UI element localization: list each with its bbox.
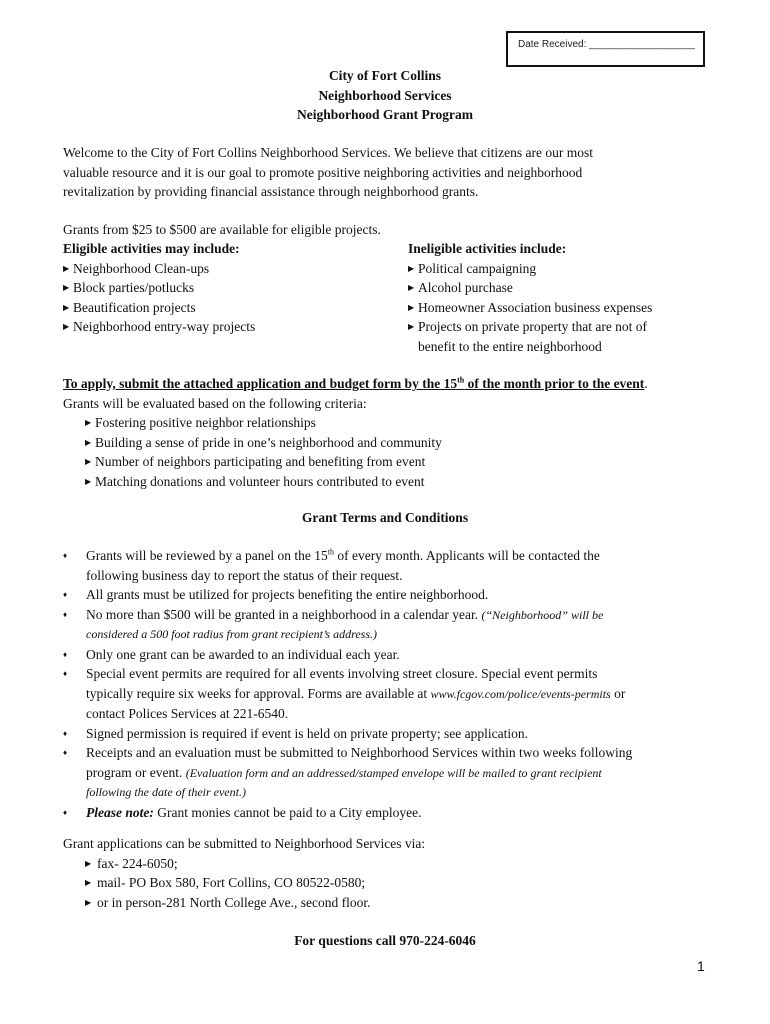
arrow-bullet-icon: ▶ bbox=[408, 302, 415, 312]
diamond-bullet-icon: ♦ bbox=[63, 748, 68, 757]
evaluation-intro: Grants will be evaluated based on the following criteria: bbox=[63, 395, 367, 411]
list-item: ▶ Block parties/potlucks bbox=[63, 278, 393, 298]
list-item: ▶ Matching donations and volunteer hours contributed to event bbox=[85, 472, 713, 492]
questions-contact: For questions call 970-224-6046 bbox=[294, 933, 476, 948]
arrow-bullet-icon: ▶ bbox=[408, 322, 415, 331]
arrow-bullet-icon: ▶ bbox=[85, 476, 92, 486]
arrow-bullet-icon: ▶ bbox=[408, 283, 415, 292]
ineligible-activities bbox=[408, 239, 708, 356]
arrow-bullet-icon: ▶ bbox=[85, 858, 92, 868]
arrow-bullet-icon: ▶ bbox=[63, 302, 70, 312]
list-item: ▶ mail- PO Box 580, Fort Collins, CO 80522-0580; bbox=[85, 873, 703, 893]
eligible-activities bbox=[63, 239, 393, 337]
header-city: City of Fort Collins bbox=[328, 68, 442, 83]
intro-line: valuable resource and it is our goal to promote positive neighboring activities and neighborhood bbox=[63, 164, 583, 180]
diamond-bullet-icon: ♦ bbox=[63, 728, 68, 738]
date-received-label: Date Received: ___________________ bbox=[518, 39, 695, 50]
term-item: ♦ Receipts and an evaluation must be submitted to Neighborhood Services within two weeks following program or event. (Evaluation form and an addressed/stamped envelope will be mailed to grant recipient following the date of their event.) bbox=[63, 745, 633, 799]
header-program: Neighborhood Grant Program bbox=[297, 107, 473, 122]
list-item: ▶ Political campaigning bbox=[408, 259, 708, 279]
apply-section bbox=[63, 374, 713, 491]
submission-section bbox=[63, 834, 703, 912]
term-item: ♦ All grants must be utilized for projects benefiting the entire neighborhood. bbox=[63, 585, 713, 605]
intro-line: Welcome to the City of Fort Collins Neighborhood Services. We believe that citizens are our most bbox=[63, 145, 593, 160]
list-item: ▶ Number of neighbors participating and benefiting from event bbox=[85, 452, 713, 472]
arrow-bullet-icon: ▶ bbox=[63, 283, 70, 292]
term-item: ♦ Signed permission is required if event is held on private property; see application. bbox=[63, 724, 713, 744]
intro-line: revitalization by providing financial assistance through neighborhood grants. bbox=[63, 184, 479, 199]
arrow-bullet-icon: ▶ bbox=[85, 437, 92, 447]
events-permits-link[interactable]: www.fcgov.com/police/events-permits bbox=[430, 686, 611, 701]
criteria-list bbox=[85, 413, 713, 491]
arrow-bullet-icon: ▶ bbox=[63, 322, 70, 331]
header-department: Neighborhood Services bbox=[318, 87, 452, 103]
list-item: ▶ Neighborhood Clean-ups bbox=[63, 259, 393, 279]
arrow-bullet-icon: ▶ bbox=[85, 457, 92, 466]
arrow-bullet-icon: ▶ bbox=[85, 897, 92, 907]
list-item: ▶ fax- 224-6050; bbox=[85, 854, 703, 874]
date-received-box bbox=[506, 31, 705, 67]
list-item: ▶ or in person-281 North College Ave., second floor. bbox=[85, 893, 703, 913]
page-number: 1 bbox=[697, 958, 705, 974]
list-item: ▶ Building a sense of pride in one’s neighborhood and community bbox=[85, 433, 713, 453]
term-item: ♦ Special event permits are required for all events involving street closure. Special event permits typically require six weeks for approval. Forms are available at www.fcgov.com/police/events-permits or contact Polices Services at 221-6540. bbox=[63, 666, 626, 721]
apply-instruction: To apply, submit the attached application and budget form by the 15th of the month prior to the event. bbox=[63, 375, 648, 391]
eligible-heading: Eligible activities may include: bbox=[63, 241, 240, 256]
ineligible-heading: Ineligible activities include: bbox=[408, 241, 567, 256]
list-item-continuation: benefit to the entire neighborhood bbox=[418, 338, 602, 354]
list-item: ▶ Beautification projects bbox=[63, 298, 393, 318]
list-item: ▶ Alcohol purchase bbox=[408, 278, 708, 298]
arrow-bullet-icon: ▶ bbox=[85, 418, 92, 427]
term-item: ♦ No more than $500 will be granted in a neighborhood in a calendar year. (“Neighborhood” will be considered a 500 foot radius from grant recipient’s address.) bbox=[63, 606, 604, 641]
arrow-bullet-icon: ▶ bbox=[63, 263, 70, 273]
arrow-bullet-icon: ▶ bbox=[85, 878, 92, 887]
term-item: ♦ Grants will be reviewed by a panel on the 15th of every month. Applicants will be contacted the following business day to report the status of their request. bbox=[63, 547, 600, 583]
submission-methods bbox=[85, 854, 703, 913]
term-item: ♦ Please note: Grant monies cannot be paid to a City employee. bbox=[63, 803, 713, 823]
document-header bbox=[0, 66, 770, 125]
diamond-bullet-icon: ♦ bbox=[63, 609, 68, 619]
diamond-bullet-icon: ♦ bbox=[63, 807, 68, 817]
diamond-bullet-icon: ♦ bbox=[63, 590, 68, 599]
diamond-bullet-icon: ♦ bbox=[63, 551, 68, 560]
grants-available: Grants from $25 to $500 are available for eligible projects. bbox=[63, 222, 381, 237]
diamond-bullet-icon: ♦ bbox=[63, 649, 68, 659]
list-item: ▶ Projects on private property that are not of bbox=[408, 317, 708, 337]
list-item: ▶ Fostering positive neighbor relationships bbox=[85, 413, 713, 433]
list-item: ▶ Neighborhood entry-way projects bbox=[63, 317, 393, 337]
term-item: ♦ Only one grant can be awarded to an individual each year. bbox=[63, 645, 713, 665]
diamond-bullet-icon: ♦ bbox=[63, 669, 68, 678]
terms-list bbox=[63, 546, 713, 822]
arrow-bullet-icon: ▶ bbox=[408, 263, 415, 273]
intro-paragraph bbox=[63, 143, 703, 202]
list-item: ▶ Homeowner Association business expenses bbox=[408, 298, 708, 318]
submission-intro: Grant applications can be submitted to Neighborhood Services via: bbox=[63, 836, 426, 851]
terms-heading: Grant Terms and Conditions bbox=[301, 510, 469, 525]
